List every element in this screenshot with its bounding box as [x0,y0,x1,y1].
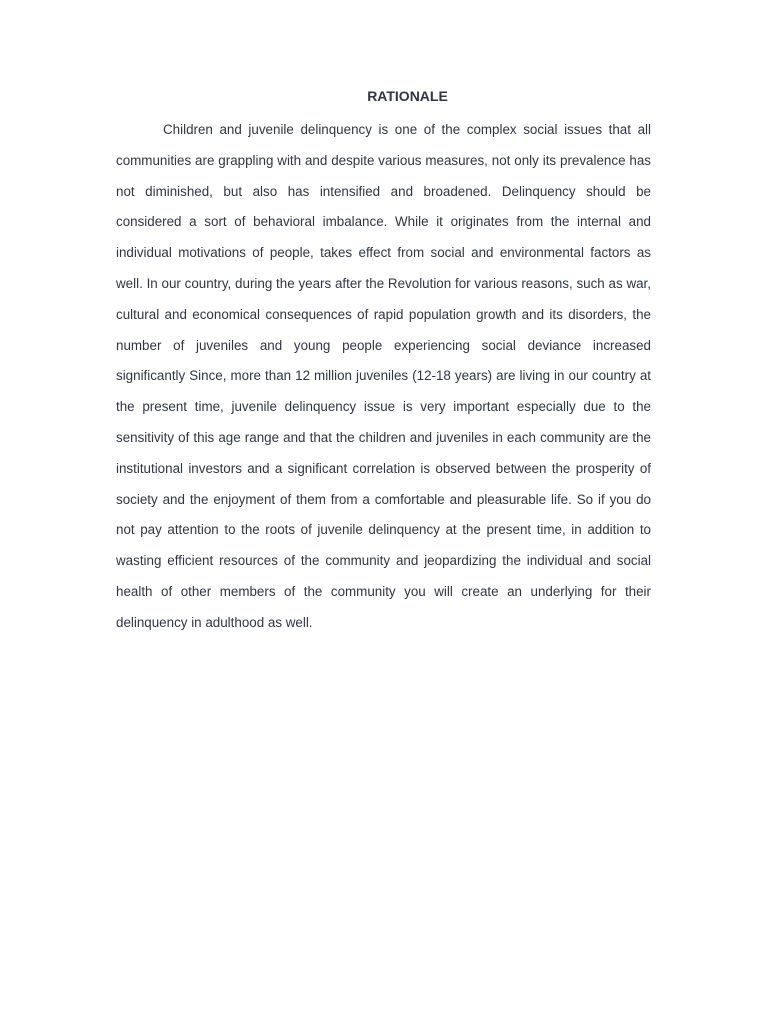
section-title: RATIONALE [367,88,448,104]
document-content [116,85,651,639]
rationale-paragraph: Children and juvenile delinquency is one of the complex social issues that all communities are grappling with and despite various measures, not only its prevalence has not diminished, but also has intensified and broadened. Delinquency should be considered a sort of behavioral imbalance. While it originates from the internal and individual motivations of people, takes effect from social and environmental factors as well. In our country, during the years after the Revolution for various reasons, such as war, cultural and economical consequences of rapid population growth and its disorders, the number of juveniles and young people experiencing social deviance increased significantly Since, more than 12 million juveniles (12-18 years) are living in our country at the present time, juvenile delinquency issue is very important especially due to the sensitivity of this age range and that the children and juveniles in each community are the institutional investors and a significant correlation is observed between the prosperity of society and the enjoyment of them from a comfortable and pleasurable life. So if you do not pay attention to the roots of juvenile delinquency at the present time, in addition to wasting efficient resources of the community and jeopardizing the individual and social health of other members of the community you will create an underlying for their delinquency in adulthood as well. [116,122,651,630]
